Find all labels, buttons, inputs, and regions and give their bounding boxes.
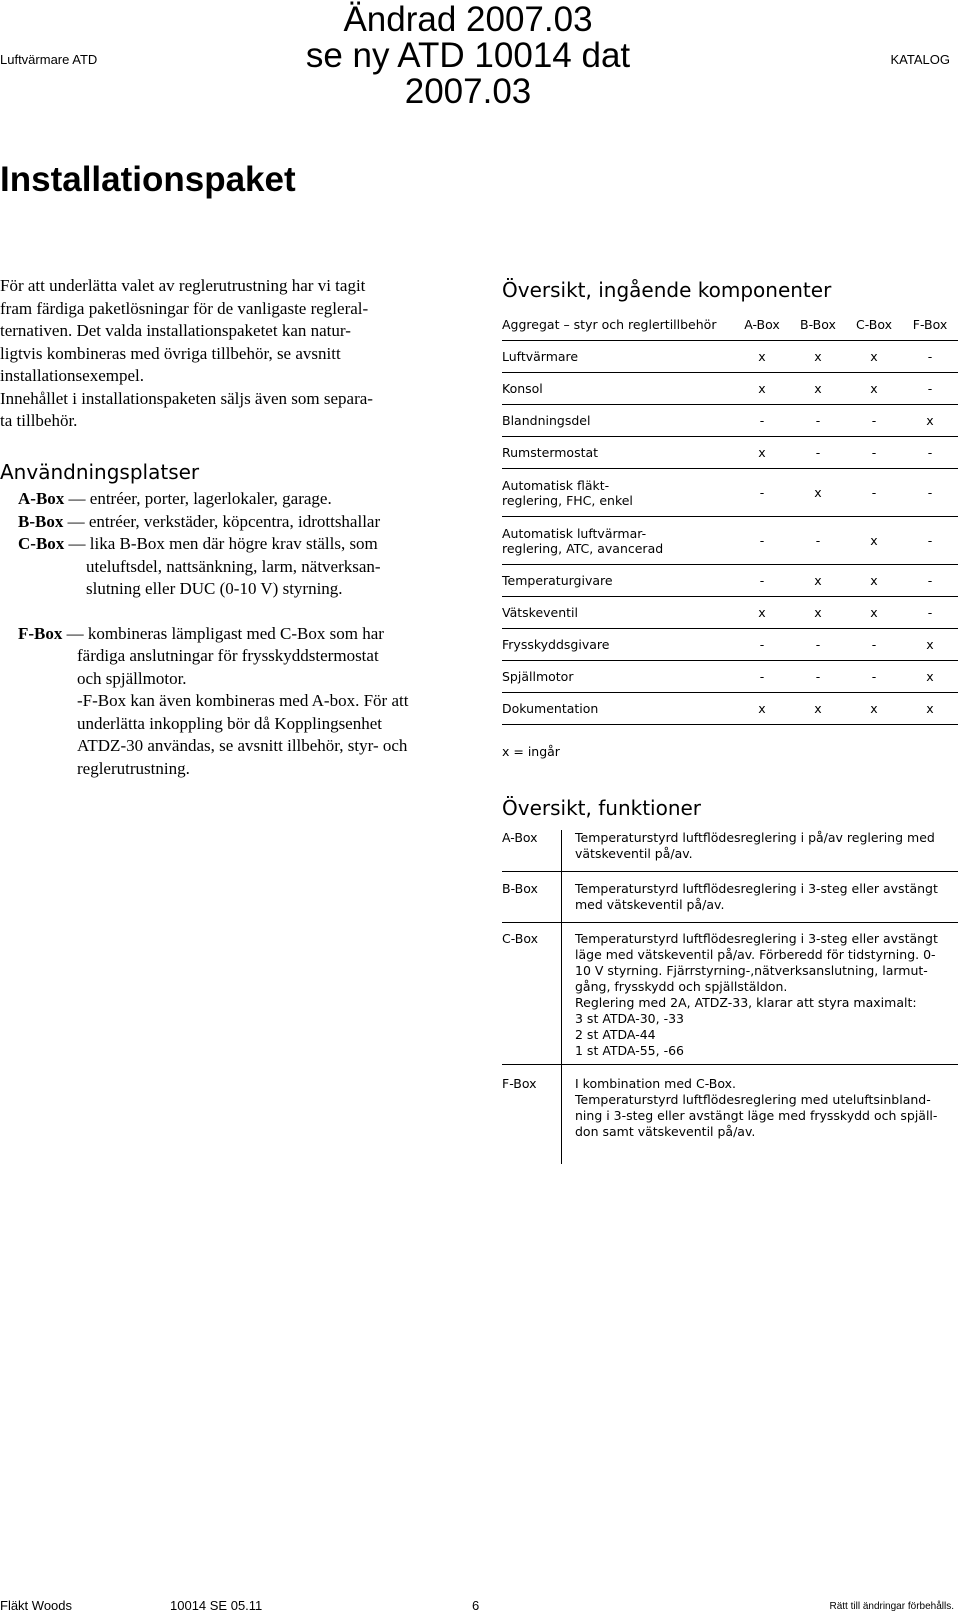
footer-page-number: 6 [472, 1598, 480, 1613]
table-row [502, 341, 958, 373]
revision-notice-line2: se ny ATD 10014 dat 2007.03 [305, 36, 631, 111]
table-cell: - [734, 405, 790, 437]
function-line: I kombination med C-Box. [575, 1076, 736, 1091]
table-cell-name-line: reglering, ATC, avancerad [502, 540, 664, 556]
table-cell: - [846, 405, 902, 437]
intro-line: fram färdiga paketlösningar för de vanligaste regleral- [0, 298, 369, 318]
components-heading: Översikt, ingående komponenter [502, 278, 832, 302]
table-cell-name: Luftvärmare [502, 341, 734, 373]
table-cell: - [846, 661, 902, 693]
function-line: Temperaturstyrd luftflödesreglering i 3-steg eller avstängt [575, 931, 938, 946]
table-cell-name: Dokumentation [502, 693, 734, 725]
usage-c-cont: slutning eller DUC (0-10 V) styrning. [86, 579, 343, 598]
function-line: gång, frysskydd och spjällstäldon. [575, 979, 788, 994]
table-cell: x [846, 341, 902, 373]
table-cell: x [846, 517, 902, 565]
function-key: A-Box [502, 830, 538, 845]
table-cell: x [902, 629, 958, 661]
table-header-cell: A-Box [734, 309, 790, 341]
intro-line: installationsexempel. [0, 366, 144, 385]
usage-b [18, 511, 458, 534]
table-cell: - [790, 437, 846, 469]
table-cell-name: Frysskyddsgivare [502, 629, 734, 661]
function-line: don samt vätskeventil på/av. [575, 1124, 756, 1139]
table-header-cell: C-Box [846, 309, 902, 341]
footer-company: Fläkt Woods [0, 1598, 73, 1613]
table-cell: x [846, 565, 902, 597]
usage-c [18, 533, 458, 556]
table-cell-name: Spjällmotor [502, 661, 734, 693]
table-cell-name-line: reglering, FHC, enkel [502, 492, 633, 508]
table-cell: x [734, 341, 790, 373]
usage-f-cont: -F-Box kan även kombineras med A-box. För att [77, 691, 409, 710]
table-cell-name: Temperaturgivare [502, 565, 734, 597]
function-separator [502, 1064, 958, 1065]
table-cell: x [902, 405, 958, 437]
table-cell: - [734, 517, 790, 565]
table-cell-name [502, 517, 734, 565]
usage-a-text: — entréer, porter, lagerlokaler, garage. [64, 489, 332, 508]
intro-line: ternativen. Det valda installationspaketet kan natur- [0, 321, 351, 340]
usage-c-key: C-Box [18, 534, 65, 553]
table-cell: x [846, 373, 902, 405]
table-cell: - [790, 629, 846, 661]
header-left: Luftvärmare ATD [0, 52, 98, 67]
table-cell: x [790, 597, 846, 629]
table-cell: - [734, 629, 790, 661]
table-row [502, 565, 958, 597]
table-cell: - [902, 373, 958, 405]
intro-line: ta tillbehör. [0, 411, 78, 430]
table-legend: x = ingår [502, 744, 560, 759]
table-cell-name: Vätskeventil [502, 597, 734, 629]
intro-line: ligtvis kombineras med övriga tillbehör, se avsnitt [0, 343, 341, 363]
table-cell: x [790, 373, 846, 405]
table-cell: - [902, 341, 958, 373]
function-line: 2 st ATDA-44 [575, 1027, 656, 1042]
header-right: KATALOG [890, 52, 950, 67]
function-line: läge med vätskeventil på/av. Förberedd för tidstyrning. 0- [575, 947, 936, 962]
usage-f-cont: färdiga anslutningar för frysskyddstermostat [77, 646, 379, 665]
table-cell-name [502, 469, 734, 517]
table-row [502, 597, 958, 629]
function-desc [575, 931, 958, 1059]
table-row [502, 437, 958, 469]
table-cell: - [790, 405, 846, 437]
table-cell: x [846, 693, 902, 725]
table-cell: - [790, 661, 846, 693]
function-line: 1 st ATDA-55, -66 [575, 1043, 684, 1058]
intro-paragraph-1 [0, 275, 455, 388]
usage-heading: Användningsplatser [0, 460, 200, 484]
table-header-cell: F-Box [902, 309, 958, 341]
usage-f [18, 623, 458, 646]
table-cell: - [846, 437, 902, 469]
revision-notice [238, 2, 698, 110]
function-line: vätskeventil på/av. [575, 846, 693, 861]
function-desc [575, 1076, 958, 1140]
table-row [502, 661, 958, 693]
table-cell: x [734, 597, 790, 629]
table-cell: - [790, 517, 846, 565]
functions-heading: Översikt, funktioner [502, 796, 702, 820]
function-key: B-Box [502, 881, 538, 896]
table-cell: - [902, 597, 958, 629]
usage-f-key: F-Box [18, 623, 63, 643]
usage-b-key: B-Box [18, 511, 64, 531]
table-cell: - [902, 469, 958, 517]
table-row [502, 629, 958, 661]
function-line: Reglering med 2A, ATDZ-33, klarar att styra maximalt: [575, 995, 917, 1010]
usage-f-text: — kombineras lämpligast med C-Box som har [62, 623, 384, 643]
table-cell: x [734, 373, 790, 405]
function-desc [575, 830, 958, 862]
function-separator [502, 922, 958, 923]
intro-paragraph-2 [0, 388, 455, 433]
table-cell: - [902, 565, 958, 597]
usage-f-cont: ATDZ-30 användas, se avsnitt illbehör, styr- och [77, 736, 408, 755]
usage-f-cont: och spjällmotor. [77, 668, 187, 688]
table-cell-name: Rumstermostat [502, 437, 734, 469]
table-cell: x [790, 693, 846, 725]
table-cell: x [902, 661, 958, 693]
table-cell: - [734, 661, 790, 693]
function-line: Temperaturstyrd luftflödesreglering med uteluftsinbland- [575, 1092, 931, 1107]
table-header-row [502, 309, 958, 341]
function-line: Temperaturstyrd luftflödesreglering i 3-steg eller avstängt [575, 881, 938, 896]
table-cell: - [734, 565, 790, 597]
table-cell: x [734, 693, 790, 725]
table-cell: - [902, 437, 958, 469]
table-row [502, 469, 958, 517]
function-key: F-Box [502, 1076, 537, 1091]
intro-line: För att underlätta valet av reglerutrustning har vi tagit [0, 276, 366, 295]
intro-text [0, 275, 455, 433]
table-row [502, 405, 958, 437]
usage-a [18, 488, 458, 511]
footer-doc-number: 10014 SE 05.11 [170, 1598, 263, 1613]
table-header-cell: B-Box [790, 309, 846, 341]
table-row [502, 517, 958, 565]
table-cell: x [790, 341, 846, 373]
function-line: Temperaturstyrd luftflödesreglering i på/av reglering med [575, 830, 935, 845]
table-cell: x [902, 693, 958, 725]
usage-f-cont: reglerutrustning. [77, 758, 190, 778]
intro-line: Innehållet i installationspaketen säljs även som separa- [0, 388, 373, 408]
table-cell-name: Blandningsdel [502, 405, 734, 437]
components-table [502, 309, 958, 725]
function-line: med vätskeventil på/av. [575, 897, 725, 912]
revision-notice-line1: Ändrad 2007.03 [343, 0, 593, 39]
table-row [502, 373, 958, 405]
function-key: C-Box [502, 931, 539, 946]
table-cell: x [846, 597, 902, 629]
table-header-cell: Aggregat – styr och reglertillbehör [502, 309, 734, 341]
function-separator [502, 871, 958, 872]
footer-rights: Rätt till ändringar förbehålls. [829, 1601, 954, 1612]
usage-c-text: — lika B-Box men där högre krav ställs, som [64, 534, 378, 553]
table-cell: - [846, 469, 902, 517]
table-cell: - [734, 469, 790, 517]
usage-c-cont: uteluftsdel, nattsänkning, larm, nätverksan- [86, 556, 381, 576]
table-cell: x [790, 469, 846, 517]
table-row [502, 693, 958, 725]
usage-b-text: — entréer, verkstäder, köpcentra, idrottshallar [63, 511, 381, 531]
usage-a-key: A-Box [18, 489, 65, 508]
usage-f-cont: underlätta inkoppling bör då Kopplingsenhet [77, 713, 382, 733]
table-cell: x [790, 565, 846, 597]
usage-list [18, 488, 458, 780]
table-cell-name-line: Automatisk luftvärmar- [502, 525, 647, 541]
table-cell-name: Konsol [502, 373, 734, 405]
table-cell: x [734, 437, 790, 469]
table-cell: - [846, 629, 902, 661]
function-line: ning i 3-steg eller avstängt läge med frysskydd och spjäll- [575, 1108, 938, 1123]
function-line: 3 st ATDA-30, -33 [575, 1011, 684, 1026]
table-cell: - [902, 517, 958, 565]
function-line: 10 V styrning. Fjärrstyrning-,nätverksanslutning, larmut- [575, 963, 928, 978]
function-desc [575, 881, 958, 913]
table-cell-name-line: Automatisk fläkt- [502, 477, 610, 493]
page-title: Installationspaket [0, 160, 296, 199]
